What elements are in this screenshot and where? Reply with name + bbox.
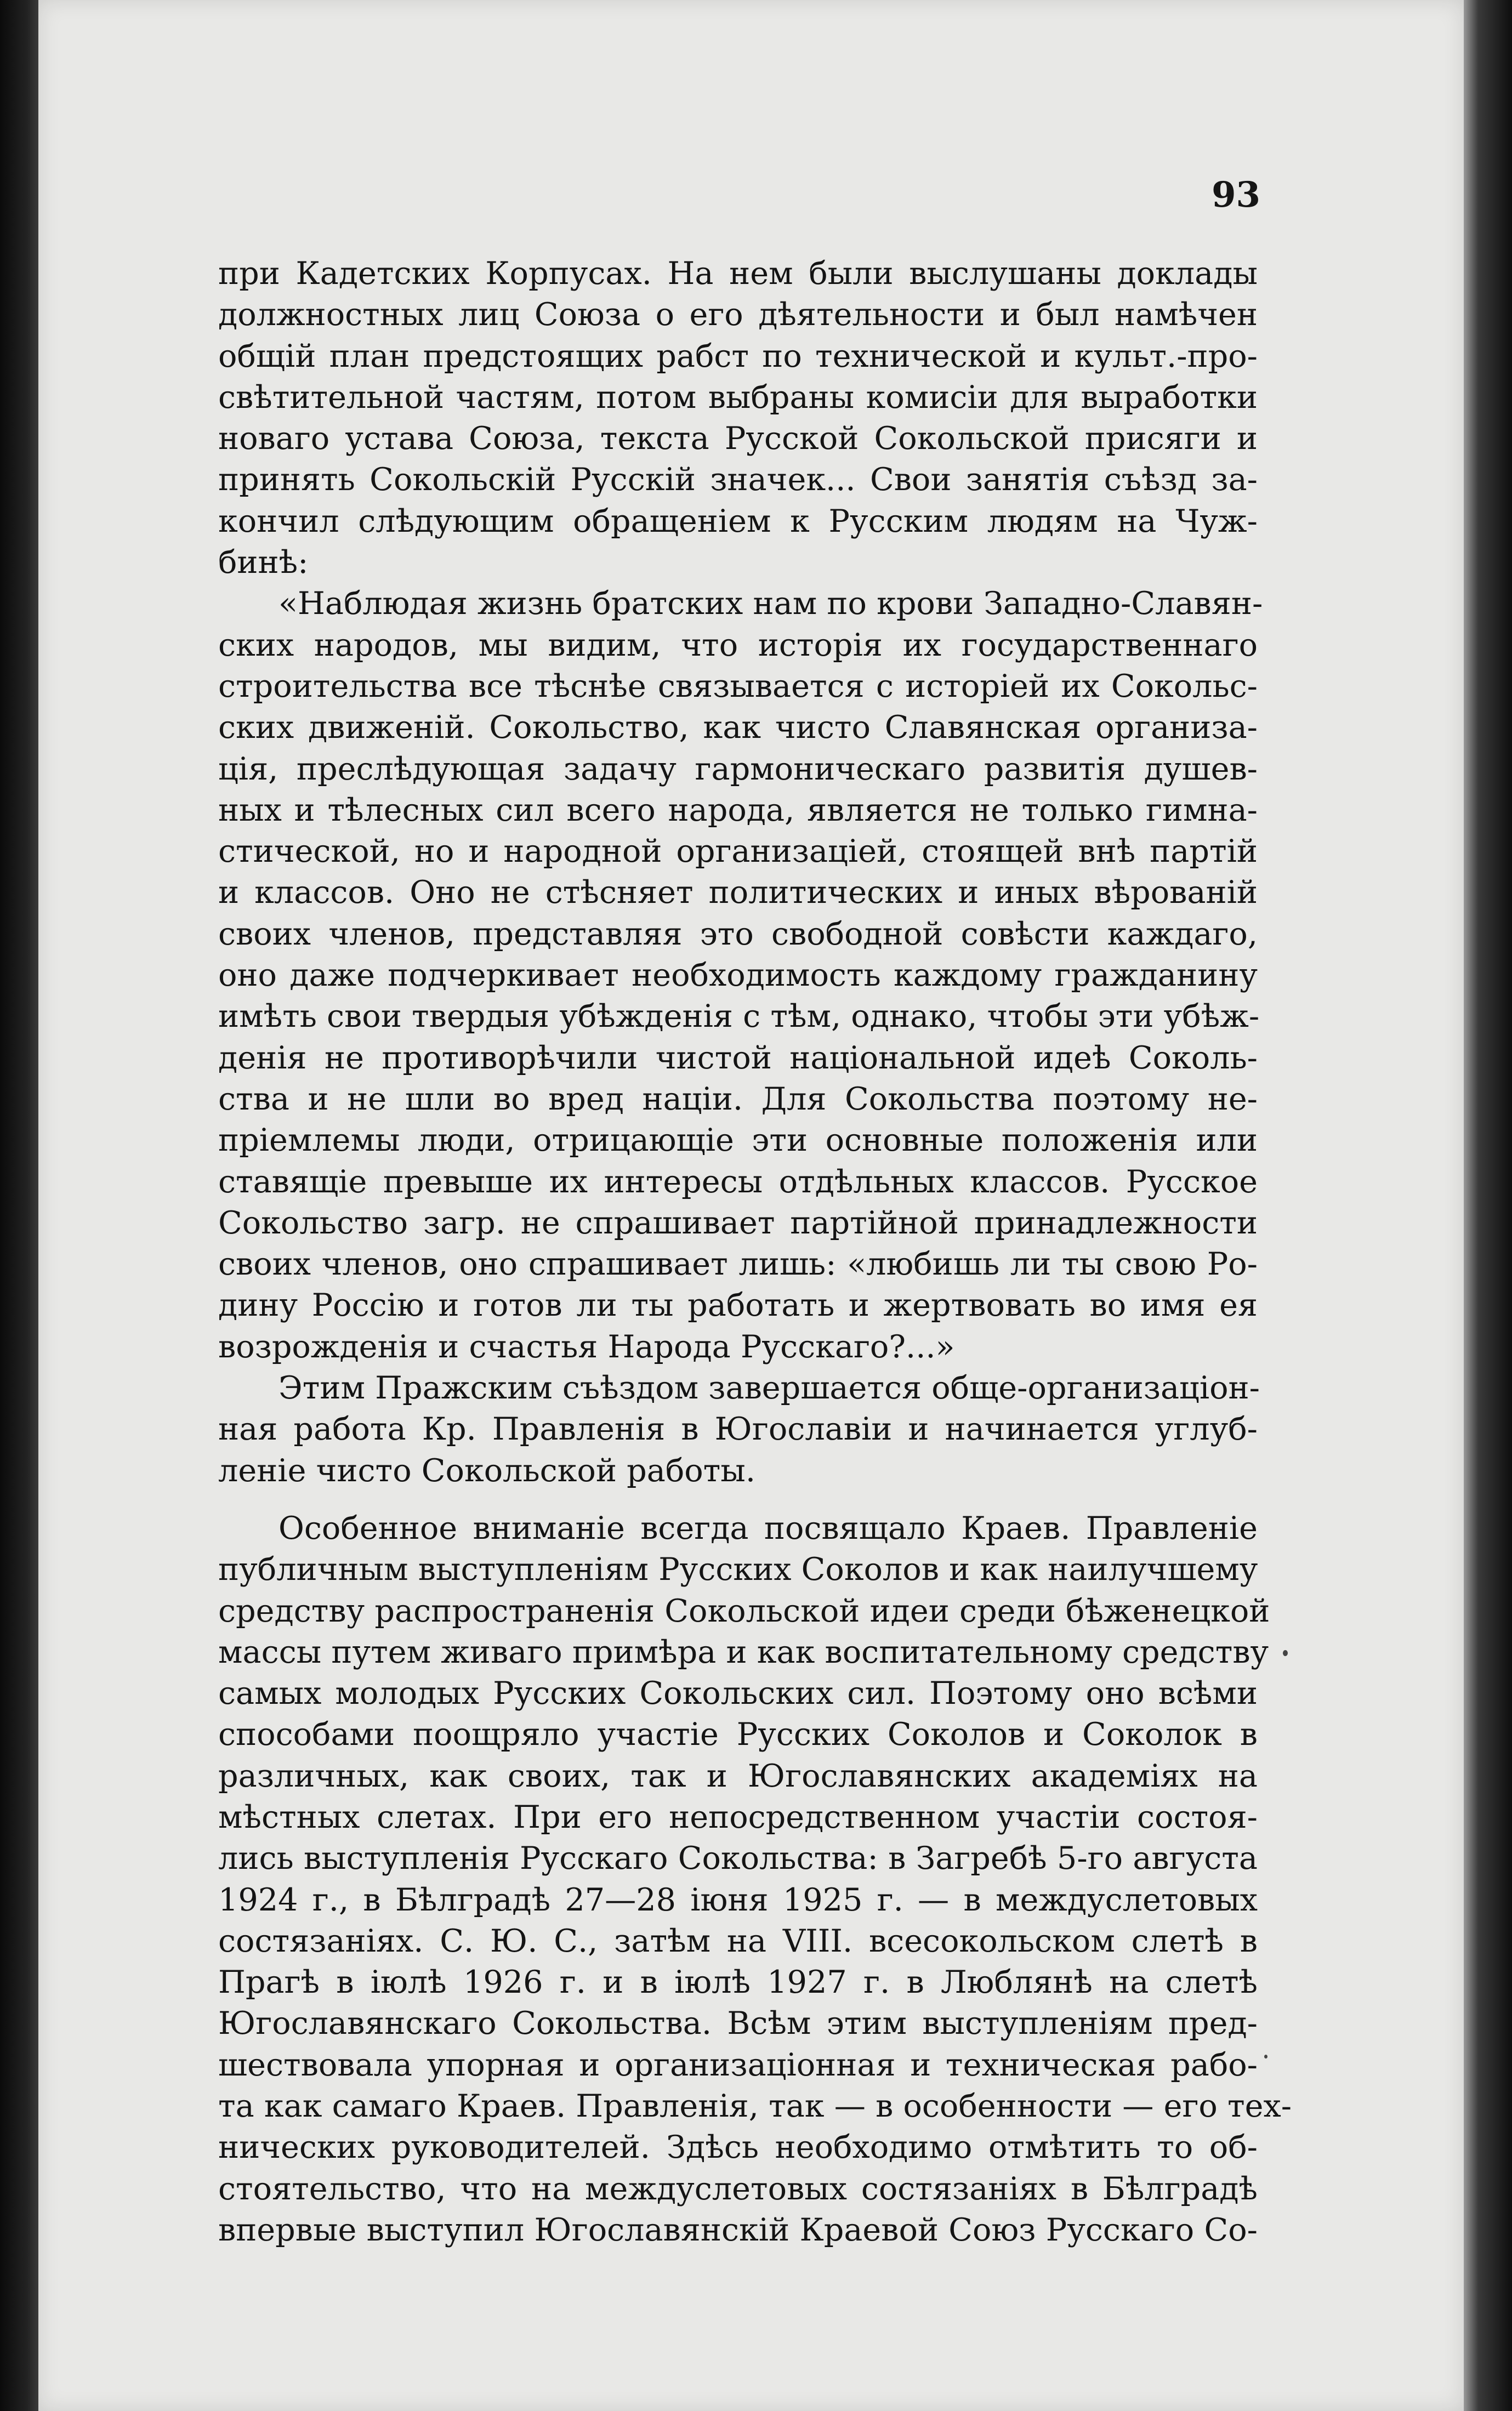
text-line: состязаніях. С. Ю. С., затѣм на VIII. всесокольском слетѣ в [218,1923,1258,1959]
text-line: средству распространенія Сокольской идеи среди бѣженецкой [218,1593,1270,1629]
text-line: шествовала упорная и организаціонная и техническая рабо- [218,2046,1258,2083]
body-text [218,253,1292,2251]
text-line: ских движеній. Сокольство, как чисто Славянская организа- [218,709,1258,746]
text-line: самых молодых Русских Сокольских сил. Поэтому оно всѣми [218,1675,1258,1712]
text-line: публичным выступленіям Русских Соколов и как наилучшему [218,1551,1258,1588]
text-line: общій план предстоящих рабст по технической и культ.-про- [218,338,1258,374]
page-number: 93 [1212,174,1261,215]
text-line: стической, но и народной организаціей, стоящей внѣ партій [218,833,1258,870]
text-line: нических руководителей. Здѣсь необходимо отмѣтить то об- [218,2129,1258,2166]
text-line: различных, как своих, так и Югославянских академіях на [218,1758,1258,1794]
text-line: дину Россію и готов ли ты работать и жертвовать во имя ея [218,1287,1258,1324]
text-line: ная работа Кр. Правленія в Югославіи и начинается углуб- [218,1411,1258,1448]
scan-edge-left [0,0,38,2411]
text-line: ставящіе превыше их интересы отдѣльных классов. Русское [218,1163,1258,1200]
text-line: денія не противорѣчили чистой національной идеѣ Соколь- [218,1039,1258,1076]
text-line: возрожденія и счастья Народа Русскаго?...» [218,1328,955,1365]
text-line: свѣтительной частям, потом выбраны комисіи для выработки [218,379,1258,416]
text-line: Сокольство загр. не спрашивает партійной принадлежности [218,1204,1258,1241]
text-line: Прагѣ в іюлѣ 1926 г. и в іюлѣ 1927 г. в Люблянѣ на слетѣ [218,1964,1258,2001]
text-line: Этим Пражским съѣздом завершается обще-организаціон- [278,1370,1260,1407]
text-line: имѣть свои твердыя убѣжденія с тѣм, однако, чтобы эти убѣж- [218,998,1260,1035]
text-line: должностных лиц Союза о его дѣятельности и был намѣчен [218,297,1258,333]
scan-edge-right [1464,0,1512,2411]
text-line: стоятельство, что на междуслетовых состязаніях в Бѣлградѣ [218,2170,1258,2207]
text-line: кончил слѣдующим обращеніем к Русским людям на Чуж- [218,503,1258,539]
text-line: способами поощряло участіе Русских Соколов и Соколок в [218,1716,1258,1753]
text-line: ція, преслѣдующая задачу гармоническаго развитія душев- [218,750,1258,787]
text-line: пріемлемы люди, отрицающіе эти основные положенія или [218,1122,1258,1159]
text-line: принять Сокольскій Русскій значек... Свои занятія съѣзд за- [218,462,1258,498]
text-line: впервые выступил Югославянскій Краевой Союз Русскаго Со- [218,2211,1258,2248]
text-line: своих членов, представляя это свободной совѣсти каждаго, [218,916,1258,952]
text-line: лись выступленія Русскаго Сокольства: в Загребѣ 5-го августа [218,1840,1258,1877]
text-line: ства и не шли во вред націи. Для Сокольства поэтому не- [218,1081,1258,1117]
text-line: «Наблюдая жизнь братских нам по крови Западно-Славян- [278,585,1263,622]
book-page [38,0,1464,2411]
text-line: мѣстных слетах. При его непосредственном участіи состоя- [218,1799,1258,1835]
text-line: массы путем живаго примѣра и как воспитательному средству [218,1634,1269,1670]
text-line: леніе чисто Сокольской работы. [218,1452,756,1489]
text-line: 1924 г., в Бѣлградѣ 27—28 іюня 1925 г. — в междуслетовых [218,1881,1258,1918]
text-line: и классов. Оно не стѣсняет политических и иных вѣрованій [218,874,1258,911]
text-line: ских народов, мы видим, что исторія их государственнаго [218,627,1258,663]
text-line: бинѣ: [218,544,309,581]
text-line: своих членов, оно спрашивает лишь: «любишь ли ты свою Ро- [218,1246,1258,1283]
text-line: та как самаго Краев. Правленія, так — в особенности — его тех- [218,2088,1292,2125]
text-line: ных и тѣлесных сил всего народа, является не только гимна- [218,792,1258,828]
scan-speck [1283,1650,1288,1656]
text-line: при Кадетских Корпусах. На нем были выслушаны доклады [218,255,1258,292]
scan-speck [1264,2055,1267,2059]
text-line: Особенное вниманіе всегда посвящало Краев. Правленіе [278,1510,1258,1546]
text-line: Югославянскаго Сокольства. Всѣм этим выступленіям пред- [218,2005,1258,2042]
text-line: строительства все тѣснѣе связывается с исторіей их Сокольс- [218,668,1258,704]
text-line: оно даже подчеркивает необходимость каждому гражданину [218,957,1258,994]
text-line: новаго устава Союза, текста Русской Сокольской присяги и [218,420,1258,457]
